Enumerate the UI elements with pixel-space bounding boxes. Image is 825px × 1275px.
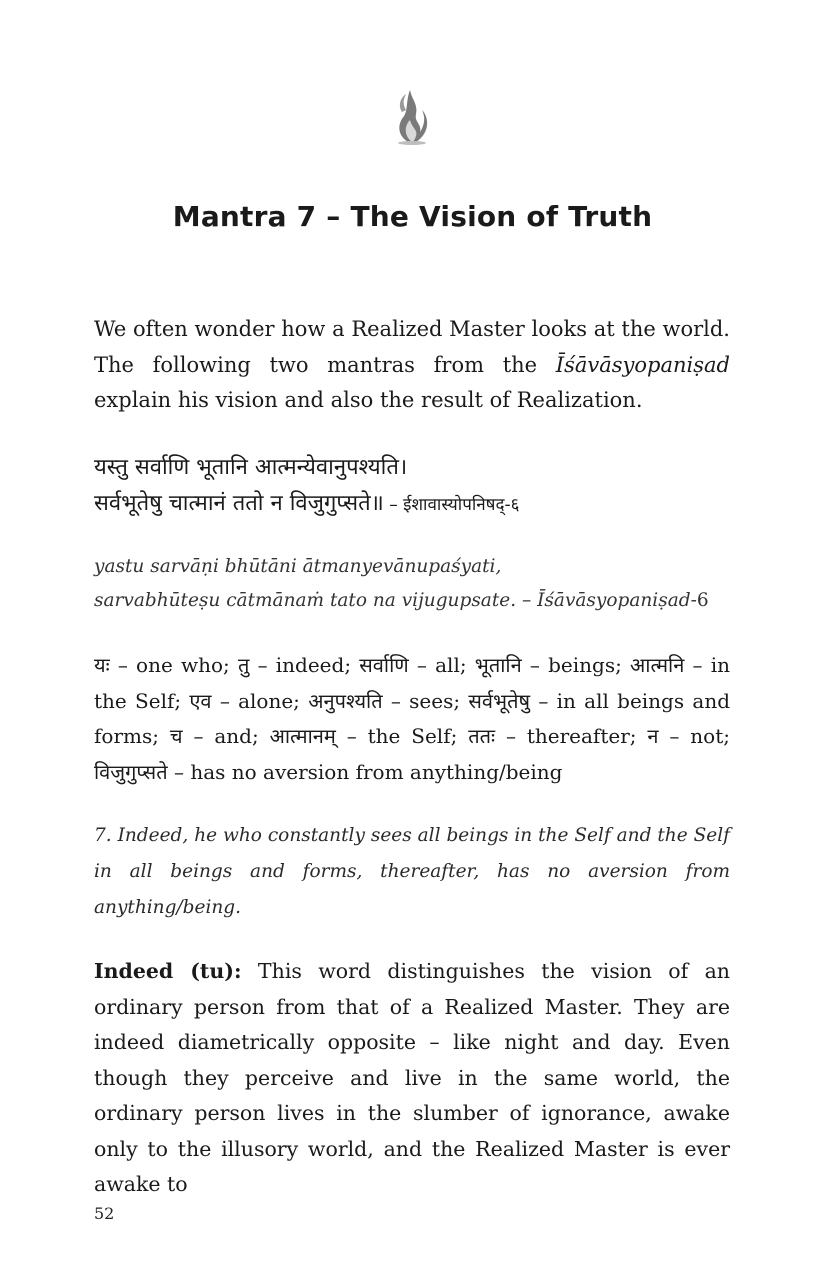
page-number: 52 [94, 1204, 115, 1223]
commentary-paragraph [94, 954, 730, 1203]
gloss-item: आत्मानम् – the Self; [269, 724, 469, 748]
gloss-item: सर्वभूतेषु – in all beings and forms; [94, 688, 731, 748]
gloss-item: एव – alone; [189, 688, 309, 713]
gloss-item: भूतानि – beings; [474, 653, 631, 677]
gloss-item: न – not; [647, 724, 730, 748]
intro-paragraph [94, 312, 730, 419]
gloss-item: अनुपश्यति – sees; [308, 688, 469, 713]
gloss-item: तु – indeed; [237, 653, 360, 677]
word-meanings [94, 648, 730, 790]
commentary-lead: Indeed (tu): [94, 959, 242, 983]
gloss-item: आत्मनि – in the Self; [94, 653, 730, 713]
verse-devanagari-line-1: यस्तु सर्वाणि भूतानि आत्मन्येवानुपश्यति। [94, 455, 408, 480]
verse-transliteration [94, 550, 730, 618]
commentary-text: This word distinguishes the vision of an ordinary person from that of a Realized Master. They are indeed diametrically opposite – like night and day. Even though they perceive and live in the same world, the ordinary person lives in the slumber of ignorance, awake only to the illusory world, and the Realized Master is ever awake to [94, 959, 730, 1196]
verse-number: -6 [690, 590, 709, 611]
intro-text-end: explain his vision and also the result of Realization. [94, 388, 643, 412]
transliteration-line-1: yastu sarvāṇi bhūtāni ātmanyevānupaśyati, [94, 556, 502, 577]
intro-text-source: Īśāvāsyopaniṣad [555, 352, 730, 377]
gloss-item: च – and; [169, 724, 270, 748]
verse-devanagari [94, 450, 730, 523]
gloss-item: यः – one who; [94, 653, 238, 677]
flame-ornament-icon [388, 86, 436, 146]
gloss-item: विजुगुप्सते – has no aversion from anything/being [94, 759, 563, 784]
gloss-item: ततः – thereafter; [468, 724, 648, 748]
intro-text-start: We often wonder how a Realized Master looks at the world. The following two mantras from the [94, 317, 730, 377]
verse-devanagari-line-2: सर्वभूतेषु चात्मानं ततो न विजुगुप्सते॥ – ईशावास्योपनिषद्-६ [94, 491, 520, 516]
verse-source: – ईशावास्योपनिषद्-६ [383, 495, 520, 515]
gloss-item: सर्वाणि – all; [359, 653, 475, 677]
verse-translation: 7. Indeed, he who constantly sees all beings in the Self and the Self in all beings and forms, thereafter, has no aversion from anything/being. [94, 825, 730, 918]
transliteration-line-2: sarvabhūteṣu cātmānaṁ tato na vijugupsate. – Īśāvāsyopaniṣad-6 [94, 590, 709, 611]
chapter-title: Mantra 7 – The Vision of Truth [172, 200, 653, 233]
